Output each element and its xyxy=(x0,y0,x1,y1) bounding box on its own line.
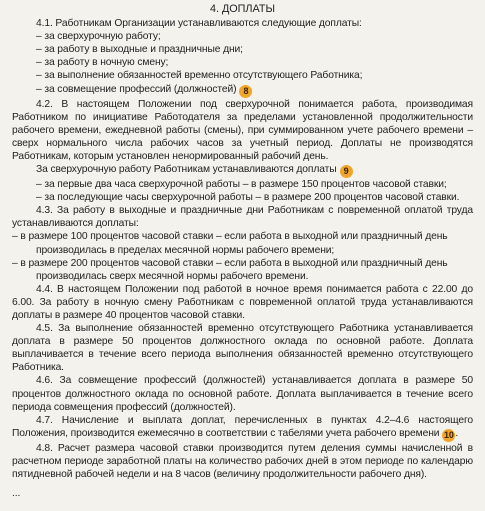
list-item-text: – за совмещение профессий (должностей) xyxy=(36,83,237,95)
footnote-badge-8[interactable]: 8 xyxy=(239,85,252,98)
list-item: – за выполнение обязанностей временно отсутствующего Работника; xyxy=(36,70,363,82)
clause-4-7-period: . xyxy=(455,427,459,439)
list-item: – за работу в ночную смену; xyxy=(36,57,169,69)
clause-4-5: 4.5. За выполнение обязанностей временно отсутствующего Работника устанавливается доплата в размере 50 процентов должностного оклада по основной работе. Доплата выплачивается в течение всего периода выполнения обязанностей временно отсутствующего Работника. xyxy=(12,323,473,374)
footnote-badge-9[interactable]: 9 xyxy=(340,165,353,178)
overtime-intro-text: За сверхурочную работу Работникам устанавливаются доплаты xyxy=(36,164,337,176)
list-item: – в размере 200 процентов часовой ставки – если работа в выходной или праздничный день производилась сверх месячной нормы рабочего времени. xyxy=(12,257,448,282)
clause-4-7-text: 4.7. Начисление и выплата доплат, перечисленных в пунктах 4.2–4.6 настоящего Положения, производится ежемесячно в соответствии с табелями учета рабочего времени xyxy=(12,414,473,439)
clause-4-7 xyxy=(12,414,473,442)
clause-4-2: 4.2. В настоящем Положении под сверхурочной понимается работа, производимая Работником по инициативе Работодателя за пределами установленной продолжительности рабочего времени, ежедневной работы (смены), при суммированном учете рабочего времени – сверх нормального числа рабочих часов за учетный период. Доплаты не производятся Работникам, которым установлен ненормированный рабочий день. xyxy=(12,98,473,162)
continuation-ellipsis: ... xyxy=(12,488,21,500)
clause-4-3-intro: 4.3. За работу в выходные и праздничные дни Работникам с повременной оплатой труда устанавливаются доплаты: xyxy=(12,205,473,230)
list-item: – в размере 100 процентов часовой ставки – если работа в выходной или праздничный день производилась в пределах месячной нормы рабочего времени; xyxy=(12,231,448,256)
clause-4-8: 4.8. Расчет размера часовой ставки производится путем деления суммы начисленной в расчетном периоде заработной платы на количество рабочих дней в этом периоде по календарю пятидневной рабочей недели и на 8 часов (величину продолжительности рабочего дня). xyxy=(12,442,473,480)
section-title: 4. ДОПЛАТЫ xyxy=(209,3,276,15)
clause-4-4: 4.4. В настоящем Положении под работой в ночное время понимается работа с 22.00 до 6.00. За работу в ночную смену Работникам с повременной оплатой труда устанавливаются доплаты в размере 40 процентов часовой ставки. xyxy=(12,283,473,321)
clause-4-6: 4.6. За совмещение профессий (должностей) устанавливается доплата в размере 50 процентов должностного оклада по основной работе. Доплата выплачивается в течение всего периода совмещения профессий (должностей). xyxy=(12,375,473,413)
list-item xyxy=(12,83,473,98)
list-item: – за первые два часа сверхурочной работы – в размере 150 процентов часовой ставки; xyxy=(36,179,447,191)
clause-4-1-intro: 4.1. Работникам Организации устанавливаются следующие доплаты: xyxy=(36,18,362,30)
overtime-intro xyxy=(12,163,473,178)
list-item: – за сверхурочную работу; xyxy=(36,31,161,43)
list-item: – за работу в выходные и праздничные дни; xyxy=(36,44,243,56)
list-item: – за последующие часы сверхурочной работы – в размере 200 процентов часовой ставки. xyxy=(36,192,460,204)
footnote-badge-10[interactable]: 10 xyxy=(444,429,454,440)
